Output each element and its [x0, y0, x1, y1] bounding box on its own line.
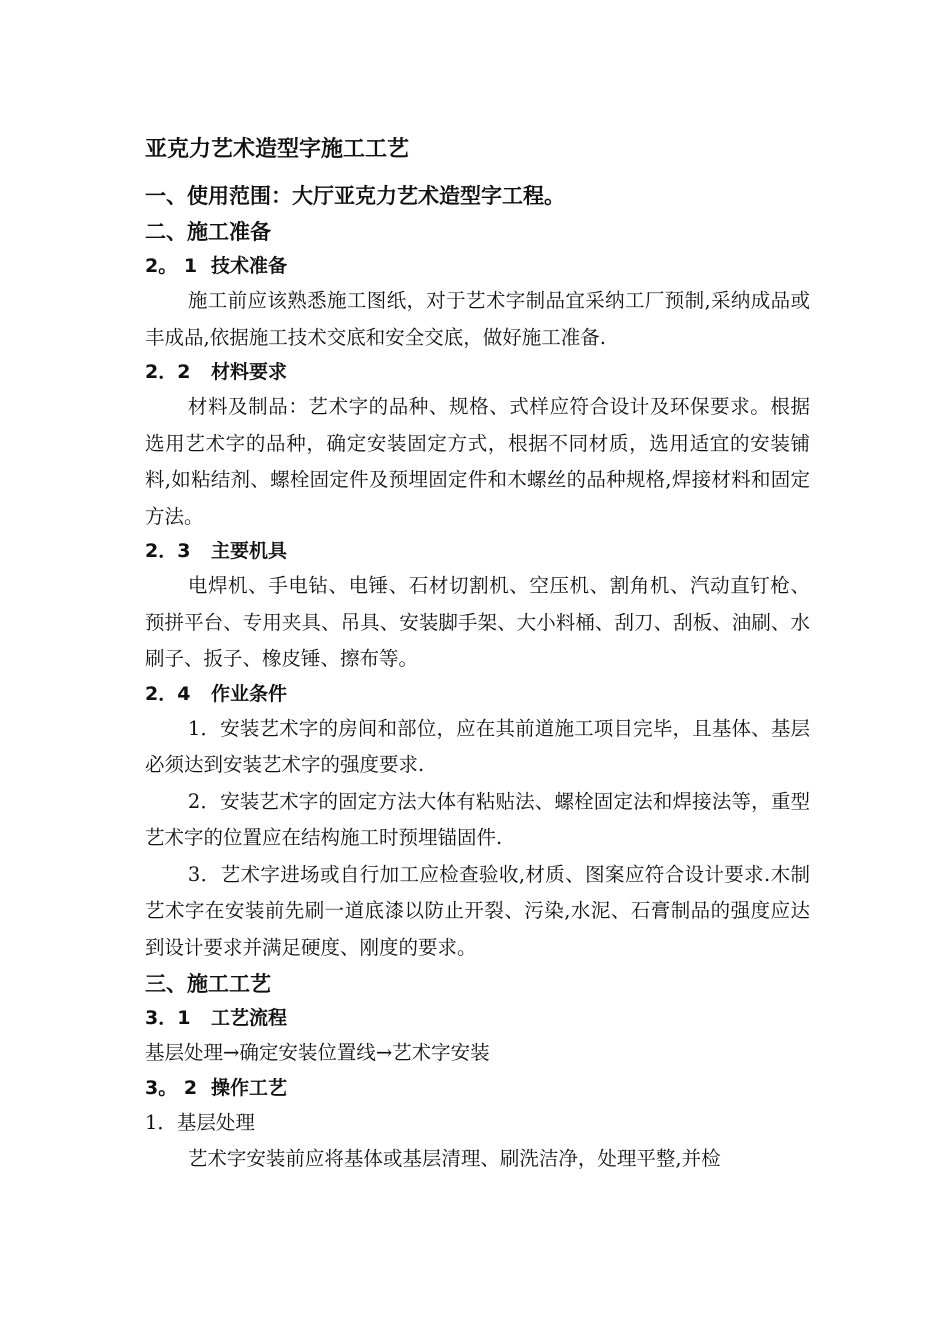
section-2-4-item-1: 1．安装艺术字的房间和部位，应在其前道施工项目完毕，且基体、基层必须达到安装艺术字的强度要求. [145, 716, 810, 776]
section-2-3-title: 主要机具 [211, 540, 288, 562]
section-2-4-item-3: 3．艺术字进场或自行加工应检查验收,材质、图案应符合设计要求.木制艺术字在安装前先刷一道底漆以防止开裂、污染,水泥、石膏制品的强度应达到设计要求并满足硬度、刚度的要求。 [145, 862, 810, 959]
section-2-3-heading [145, 535, 810, 568]
section-2-4-item-2: 2．安装艺术字的固定方法大体有粘贴法、螺栓固定法和焊接法等，重型艺术字的位置应在结构施工时预埋锚固件. [145, 789, 810, 849]
section-3-2-paragraph: 艺术字安装前应将基体或基层清理、刷洗洁净，处理平整,并检 [187, 1147, 721, 1170]
section-2-4-title: 作业条件 [211, 682, 288, 705]
section-1-heading: 一、使用范围：大厅亚克力艺术造型字工程。 [145, 184, 565, 208]
section-2-2-number: 2．2 [145, 361, 191, 383]
section-2-2-title: 材料要求 [211, 361, 288, 383]
section-3-heading: 三、施工工艺 [145, 972, 271, 996]
section-3-1-heading [145, 1002, 810, 1035]
section-2-heading: 二、施工准备 [145, 220, 271, 244]
section-3-2-heading [145, 1072, 810, 1105]
section-2-1-title: 技术准备 [211, 255, 288, 277]
section-2-1-number: 2。 1 [145, 255, 198, 277]
section-3-2-title: 操作工艺 [211, 1076, 288, 1099]
process-flow-text: 基层处理→确定安装位置线→艺术字安装 [145, 1041, 490, 1064]
section-2-3-number: 2．3 [145, 540, 191, 562]
document-title: 亚克力艺术造型字施工工艺 [145, 137, 410, 162]
section-2-1-paragraph: 施工前应该熟悉施工图纸，对于艺术字制品宜采纳工厂预制,采纳成品或丰成品,依据施工技术交底和安全交底，做好施工准备. [145, 289, 810, 349]
section-3-1-number: 3．1 [145, 1007, 191, 1029]
section-2-2-paragraph: 材料及制品：艺术字的品种、规格、式样应符合设计及环保要求。根据选用艺术字的品种，确定安装固定方式，根据不同材质，选用适宜的安装铺料,如粘结剂、螺栓固定件及预埋固定件和木螺丝的品种规格,焊接材料和固定方法。 [145, 395, 810, 528]
section-2-4-heading [145, 678, 810, 711]
section-3-1-title: 工艺流程 [211, 1007, 288, 1029]
section-2-2-heading [145, 356, 810, 389]
document-page [145, 130, 810, 1178]
section-3-2-subheading: 1．基层处理 [145, 1110, 255, 1134]
section-2-1-heading [145, 250, 810, 283]
section-3-2-number: 3。 2 [145, 1076, 198, 1099]
section-2-4-number: 2．4 [145, 682, 191, 705]
section-2-3-paragraph: 电焊机、手电钻、电锤、石材切割机、空压机、割角机、汽动直钉枪、预拼平台、专用夹具、吊具、安装脚手架、大小料桶、刮刀、刮板、油刷、水刷子、扳子、橡皮锤、擦布等。 [145, 574, 810, 670]
